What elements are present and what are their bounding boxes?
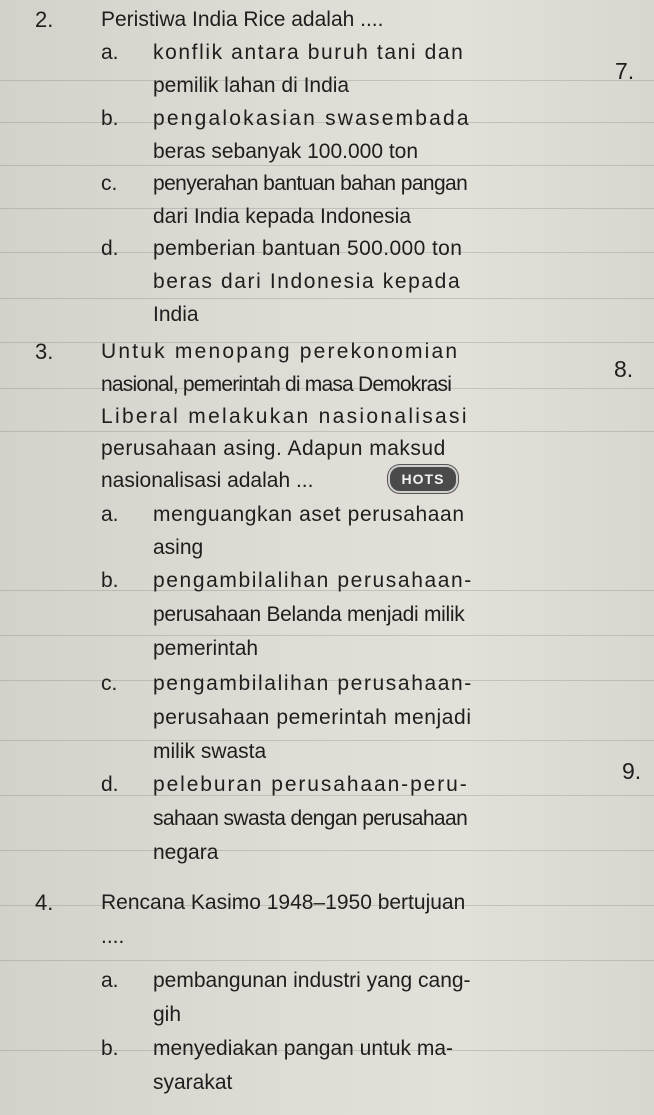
option-letter: a.: [101, 969, 119, 992]
question-stem-line: Untuk menopang perekonomian: [101, 340, 460, 363]
option-text: milik swasta: [153, 740, 267, 763]
side-question-number: 8.: [614, 356, 634, 382]
question-stem-line: Rencana Kasimo 1948–1950 bertujuan: [101, 891, 466, 914]
option-text: asing: [153, 536, 204, 559]
option-letter: b.: [101, 1037, 119, 1060]
question-stem-line: nasionalisasi adalah ...: [101, 469, 314, 492]
side-question-number: 9.: [622, 758, 642, 784]
question-stem: Peristiwa India Rice adalah ....: [101, 8, 384, 31]
option-text: perusahaan Belanda menjadi milik: [153, 603, 465, 626]
question-number: 3.: [35, 339, 54, 364]
option-letter: a.: [101, 41, 119, 64]
ruled-line: [0, 740, 654, 741]
option-text: negara: [153, 841, 219, 864]
question-number: 2.: [35, 7, 54, 32]
option-letter: b.: [101, 569, 119, 592]
option-text: beras sebanyak 100.000 ton: [153, 140, 419, 163]
option-text: pengambilalihan perusahaan-: [153, 672, 473, 695]
option-text: pengambilalihan perusahaan-: [153, 569, 473, 592]
question-number: 4.: [35, 890, 54, 915]
option-text: konflik antara buruh tani dan: [153, 41, 465, 64]
option-text: beras dari Indonesia kepada: [153, 270, 462, 293]
question-stem-line: perusahaan asing. Adapun maksud: [101, 437, 446, 460]
option-letter: b.: [101, 107, 119, 130]
option-text: penyerahan bantuan bahan pangan: [153, 172, 468, 195]
option-letter: c.: [101, 672, 118, 695]
side-question-number: 7.: [615, 58, 635, 84]
ruled-line: [0, 165, 654, 166]
option-text: pengalokasian swasembada: [153, 107, 471, 130]
question-stem-line: nasional, pemerintah di masa Demokrasi: [101, 373, 452, 396]
option-text: pemerintah: [153, 637, 259, 660]
option-text: perusahaan pemerintah menjadi: [153, 706, 472, 729]
option-text: pemilik lahan di India: [153, 74, 350, 97]
option-text: menyediakan pangan untuk ma-: [153, 1037, 454, 1060]
option-text: gih: [153, 1003, 182, 1026]
question-stem-line: Liberal melakukan nasionalisasi: [101, 405, 469, 428]
ruled-line: [0, 431, 654, 432]
option-letter: d.: [101, 773, 119, 796]
ruled-line: [0, 298, 654, 299]
option-letter: a.: [101, 503, 119, 526]
ruled-line: [0, 635, 654, 636]
option-text: pembangunan industri yang cang-: [153, 969, 471, 992]
option-text: sahaan swasta dengan perusahaan: [153, 807, 468, 830]
option-text: pemberian bantuan 500.000 ton: [153, 237, 463, 260]
option-text: peleburan perusahaan-peru-: [153, 773, 469, 796]
option-text: dari India kepada Indonesia: [153, 205, 412, 228]
question-stem-line: ....: [101, 925, 125, 948]
option-letter: d.: [101, 237, 119, 260]
option-letter: c.: [101, 172, 118, 195]
ruled-line: [0, 850, 654, 851]
ruled-line: [0, 960, 654, 961]
hots-badge: HOTS: [388, 465, 458, 493]
option-text: India: [153, 303, 199, 326]
option-text: menguangkan aset perusahaan: [153, 503, 465, 526]
option-text: syarakat: [153, 1071, 233, 1094]
